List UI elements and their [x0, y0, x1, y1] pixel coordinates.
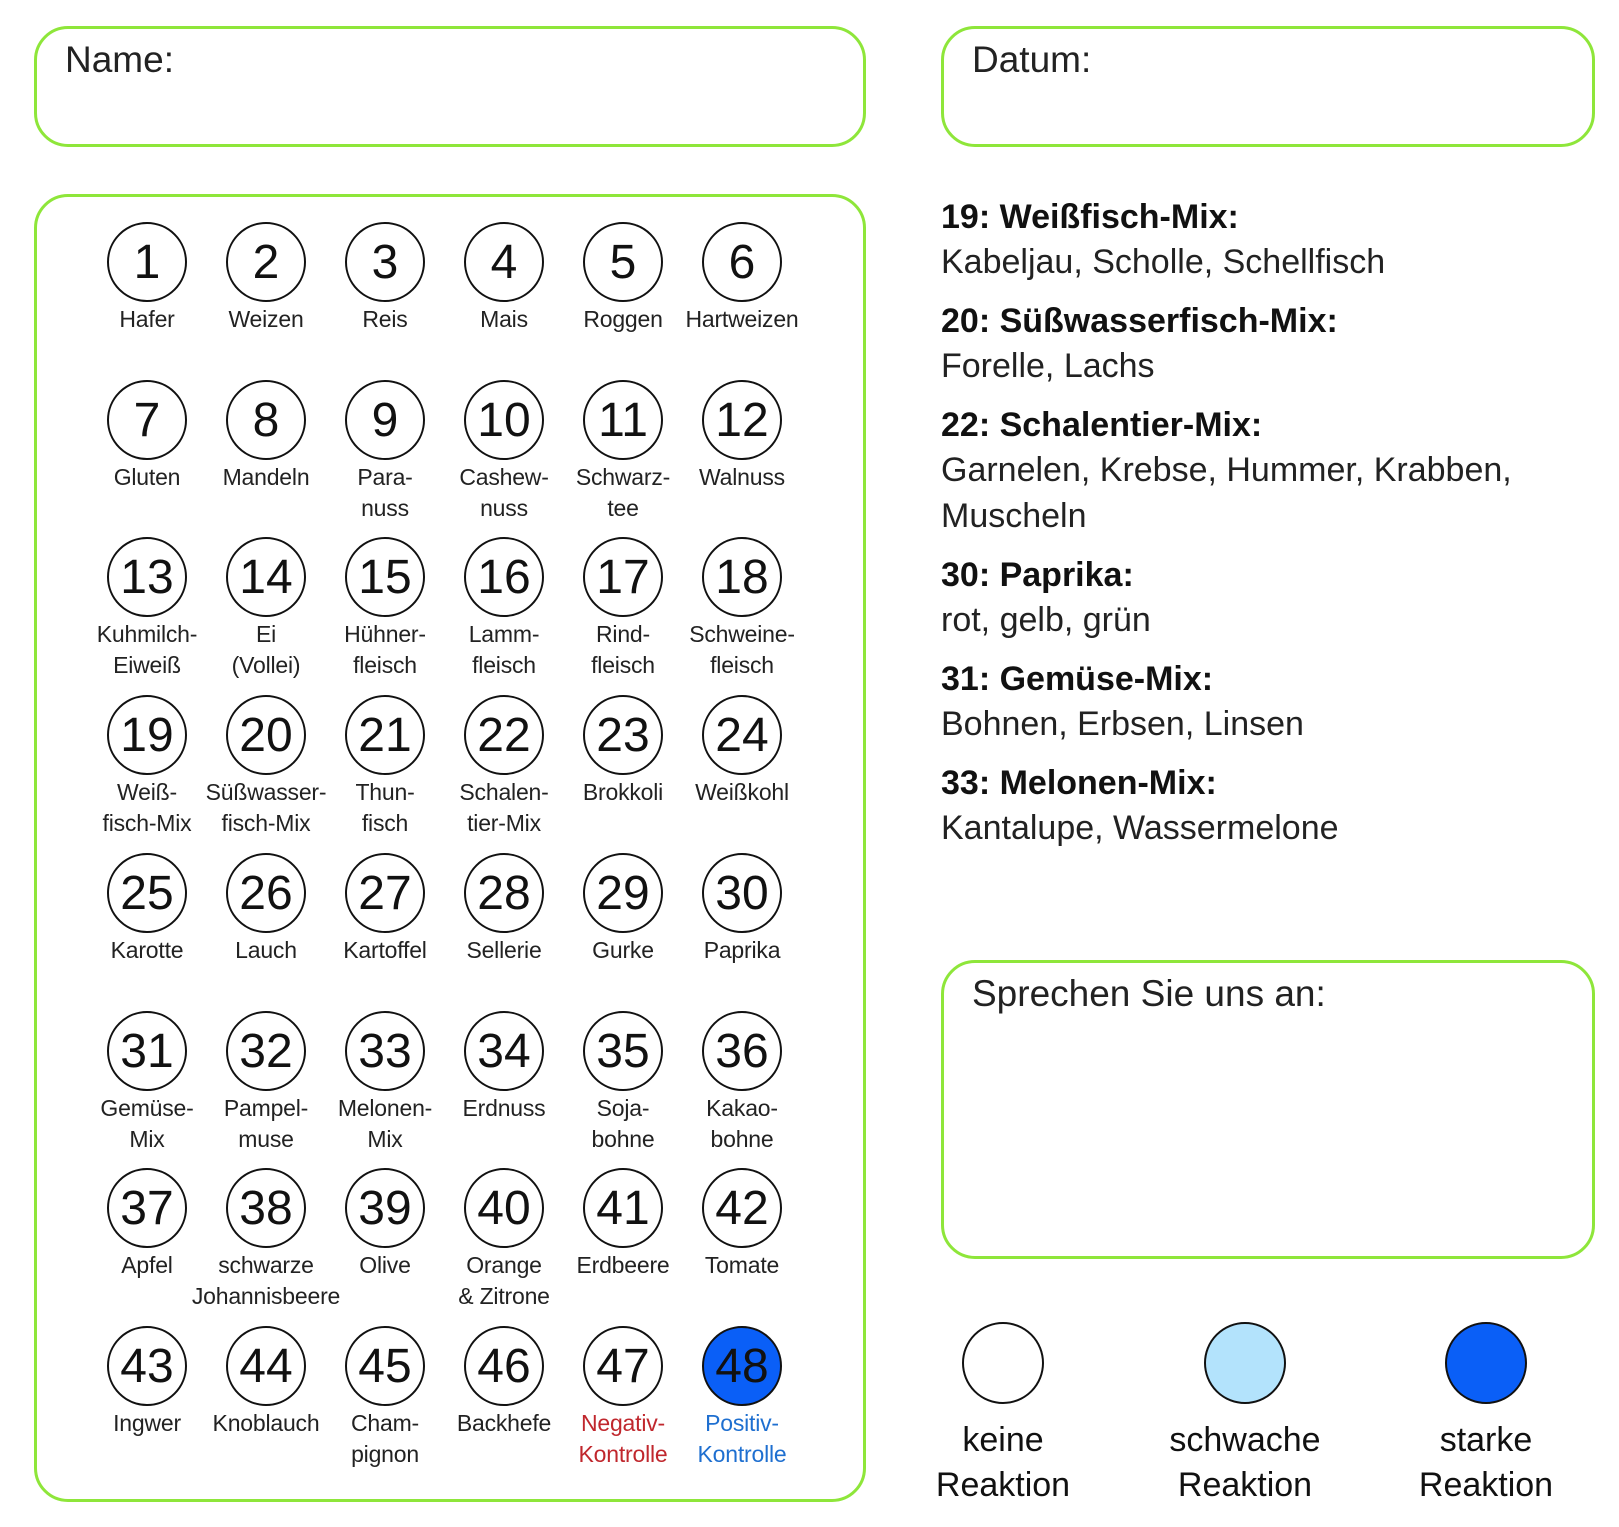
allergen-cell[interactable]: [677, 537, 811, 687]
allergen-label: Gurke: [592, 937, 654, 963]
info-title: 19: Weißfisch-Mix:: [941, 198, 1239, 236]
allergen-cell[interactable]: [677, 695, 811, 845]
legend-circle-none: [962, 1322, 1044, 1404]
allergen-label: Süßwasser- fisch-Mix: [205, 779, 327, 836]
contact-label: Sprechen Sie uns an:: [972, 973, 1326, 1014]
allergen-number-circle[interactable]: 31: [107, 1011, 187, 1091]
allergen-cell[interactable]: [558, 853, 692, 1003]
allergen-label: Knoblauch: [212, 1410, 320, 1436]
allergen-number-circle[interactable]: 36: [702, 1011, 782, 1091]
allergen-label: Gluten: [113, 464, 181, 490]
mix-info-list: [941, 195, 1601, 865]
allergen-number-circle[interactable]: 32: [226, 1011, 306, 1091]
allergen-label: Schalen- tier-Mix: [459, 779, 549, 836]
allergen-cell[interactable]: [82, 1326, 216, 1476]
legend-item-strong: [1386, 1322, 1586, 1508]
allergen-label: Cham- pignon: [350, 1410, 419, 1467]
allergen-label: Erdbeere: [576, 1252, 670, 1278]
allergen-number-circle[interactable]: 22: [464, 695, 544, 775]
allergen-label: Hafer: [119, 306, 175, 332]
allergen-cell[interactable]: [201, 222, 335, 372]
allergen-label: Lamm- fleisch: [468, 621, 540, 678]
allergen-grid: [34, 194, 866, 1502]
allergen-number-circle[interactable]: 28: [464, 853, 544, 933]
allergen-number-circle[interactable]: 37: [107, 1168, 187, 1248]
allergen-label: Para- nuss: [357, 464, 413, 521]
date-label: Datum:: [972, 39, 1092, 80]
allergen-number-circle[interactable]: 40: [464, 1168, 544, 1248]
allergen-cell[interactable]: [320, 1326, 454, 1476]
date-field[interactable]: [941, 26, 1595, 147]
allergen-number-circle[interactable]: 9: [345, 380, 425, 460]
allergen-cell[interactable]: [439, 695, 573, 845]
allergen-label: Tomate: [704, 1252, 780, 1278]
legend-item-none: [903, 1322, 1103, 1508]
allergen-label: Schwarz- tee: [575, 464, 671, 521]
allergen-cell[interactable]: [677, 1168, 811, 1318]
allergen-label: Backhefe: [456, 1410, 552, 1436]
allergen-number-circle[interactable]: 20: [226, 695, 306, 775]
info-text: Forelle, Lachs: [941, 347, 1155, 385]
allergen-number-circle[interactable]: 46: [464, 1326, 544, 1406]
allergen-cell[interactable]: [558, 1168, 692, 1318]
info-item: [941, 657, 1601, 747]
allergen-number-circle[interactable]: 23: [583, 695, 663, 775]
allergen-label: Reis: [362, 306, 408, 332]
allergen-cell[interactable]: [677, 1326, 811, 1476]
info-item: [941, 403, 1601, 539]
allergen-number-circle[interactable]: 45: [345, 1326, 425, 1406]
allergen-number-circle[interactable]: 38: [226, 1168, 306, 1248]
allergen-number-circle[interactable]: 18: [702, 537, 782, 617]
allergen-number-circle[interactable]: 48: [702, 1326, 782, 1406]
allergen-number-circle[interactable]: 47: [583, 1326, 663, 1406]
allergen-label: Kuhmilch- Eiweiß: [96, 621, 198, 678]
legend-label: keine Reaktion: [935, 1421, 1071, 1504]
allergen-label: Weißkohl: [695, 779, 789, 805]
legend-circle-weak: [1204, 1322, 1286, 1404]
info-item: [941, 299, 1601, 389]
info-text: rot, gelb, grün: [941, 601, 1151, 639]
contact-field[interactable]: [941, 960, 1595, 1259]
info-title: 31: Gemüse-Mix:: [941, 660, 1214, 698]
allergen-cell[interactable]: [320, 1011, 454, 1161]
allergen-number-circle[interactable]: 1: [107, 222, 187, 302]
info-text: Bohnen, Erbsen, Linsen: [941, 705, 1304, 743]
allergen-number-circle[interactable]: 12: [702, 380, 782, 460]
allergen-number-circle[interactable]: 30: [702, 853, 782, 933]
allergen-cell[interactable]: [677, 853, 811, 1003]
allergen-number-circle[interactable]: 5: [583, 222, 663, 302]
allergen-number-circle[interactable]: 41: [583, 1168, 663, 1248]
allergen-number-circle[interactable]: 44: [226, 1326, 306, 1406]
allergen-cell[interactable]: [439, 1168, 573, 1318]
allergen-number-circle[interactable]: 29: [583, 853, 663, 933]
allergen-number-circle[interactable]: 27: [345, 853, 425, 933]
info-text: Garnelen, Krebse, Hummer, Krabben, Muscheln: [941, 451, 1512, 535]
allergen-number-circle[interactable]: 7: [107, 380, 187, 460]
allergen-label: Kakao- bohne: [706, 1095, 778, 1152]
name-label: Name:: [65, 39, 174, 80]
allergen-label: Ei (Vollei): [231, 621, 301, 678]
allergen-cell[interactable]: [677, 1011, 811, 1161]
allergen-number-circle[interactable]: 4: [464, 222, 544, 302]
allergen-label: Walnuss: [699, 464, 785, 490]
allergen-cell[interactable]: [82, 380, 216, 530]
allergen-number-circle[interactable]: 17: [583, 537, 663, 617]
allergen-cell[interactable]: [558, 380, 692, 530]
allergen-label: Mandeln: [222, 464, 310, 490]
allergen-cell[interactable]: [201, 853, 335, 1003]
allergen-label: Hartweizen: [685, 306, 799, 332]
allergen-number-circle[interactable]: 13: [107, 537, 187, 617]
allergen-number-circle[interactable]: 3: [345, 222, 425, 302]
allergen-cell[interactable]: [677, 222, 811, 372]
allergen-number-circle[interactable]: 8: [226, 380, 306, 460]
allergen-label: Olive: [359, 1252, 411, 1278]
legend-circle-strong: [1445, 1322, 1527, 1404]
allergen-label: Cashew- nuss: [459, 464, 549, 521]
allergen-number-circle[interactable]: 26: [226, 853, 306, 933]
allergen-label: Thun- fisch: [355, 779, 415, 836]
allergen-number-circle[interactable]: 2: [226, 222, 306, 302]
info-item: [941, 553, 1601, 643]
allergen-cell[interactable]: [677, 380, 811, 530]
allergen-number-circle[interactable]: 35: [583, 1011, 663, 1091]
allergen-label: Ingwer: [113, 1410, 181, 1436]
allergen-label: Erdnuss: [462, 1095, 546, 1121]
allergen-label: Hühner- fleisch: [344, 621, 426, 678]
allergen-label: Positiv- Kontrolle: [697, 1410, 787, 1467]
info-text: Kabeljau, Scholle, Schellfisch: [941, 243, 1386, 281]
allergen-number-circle[interactable]: 33: [345, 1011, 425, 1091]
info-title: 22: Schalentier-Mix:: [941, 406, 1263, 444]
allergen-label: Brokkoli: [582, 779, 664, 805]
allergen-cell[interactable]: [439, 222, 573, 372]
allergen-label: Apfel: [121, 1252, 173, 1278]
allergen-label: Schweine- fleisch: [689, 621, 795, 678]
allergen-cell[interactable]: [558, 222, 692, 372]
allergen-label: Lauch: [235, 937, 297, 963]
allergen-number-circle[interactable]: 24: [702, 695, 782, 775]
allergen-number-circle[interactable]: 6: [702, 222, 782, 302]
allergen-cell[interactable]: [191, 1168, 341, 1318]
allergen-label: Roggen: [583, 306, 663, 332]
allergen-cell[interactable]: [82, 222, 216, 372]
info-text: Kantalupe, Wassermelone: [941, 809, 1339, 847]
allergen-label: Weizen: [228, 306, 304, 332]
allergen-label: Pampel- muse: [223, 1095, 309, 1152]
allergen-label: Sellerie: [466, 937, 542, 963]
allergen-number-circle[interactable]: 39: [345, 1168, 425, 1248]
allergen-cell[interactable]: [558, 695, 692, 845]
allergen-cell[interactable]: [439, 853, 573, 1003]
allergen-cell[interactable]: [320, 222, 454, 372]
legend-item-weak: [1145, 1322, 1345, 1508]
allergen-number-circle[interactable]: 19: [107, 695, 187, 775]
info-item: [941, 195, 1601, 285]
allergen-number-circle[interactable]: 34: [464, 1011, 544, 1091]
allergen-label: Melonen- Mix: [337, 1095, 433, 1152]
allergen-number-circle[interactable]: 10: [464, 380, 544, 460]
allergen-number-circle[interactable]: 21: [345, 695, 425, 775]
allergen-label: Karotte: [110, 937, 184, 963]
allergen-label: Negativ- Kontrolle: [578, 1410, 668, 1467]
legend-label: schwache Reaktion: [1169, 1421, 1321, 1504]
allergen-cell[interactable]: [82, 853, 216, 1003]
allergen-label: Rind- fleisch: [591, 621, 655, 678]
info-title: 20: Süßwasserfisch-Mix:: [941, 302, 1338, 340]
legend-label: starke Reaktion: [1418, 1421, 1554, 1504]
allergen-number-circle[interactable]: 42: [702, 1168, 782, 1248]
allergen-cell[interactable]: [320, 853, 454, 1003]
allergen-number-circle[interactable]: 25: [107, 853, 187, 933]
allergen-label: Soja- bohne: [591, 1095, 655, 1152]
allergen-label: Gemüse- Mix: [100, 1095, 194, 1152]
allergen-label: Mais: [480, 306, 528, 332]
allergen-number-circle[interactable]: 11: [583, 380, 663, 460]
allergen-label: Weiß- fisch-Mix: [102, 779, 192, 836]
info-title: 33: Melonen-Mix:: [941, 764, 1217, 802]
allergen-label: Paprika: [703, 937, 781, 963]
info-item: [941, 761, 1601, 851]
allergen-number-circle[interactable]: 15: [345, 537, 425, 617]
allergen-number-circle[interactable]: 43: [107, 1326, 187, 1406]
allergen-number-circle[interactable]: 14: [226, 537, 306, 617]
info-title: 30: Paprika:: [941, 556, 1134, 594]
allergen-label: Orange & Zitrone: [458, 1252, 550, 1309]
allergen-label: Kartoffel: [343, 937, 427, 963]
allergen-number-circle[interactable]: 16: [464, 537, 544, 617]
name-field[interactable]: [34, 26, 866, 147]
allergen-label: schwarze Johannisbeere: [191, 1252, 341, 1309]
